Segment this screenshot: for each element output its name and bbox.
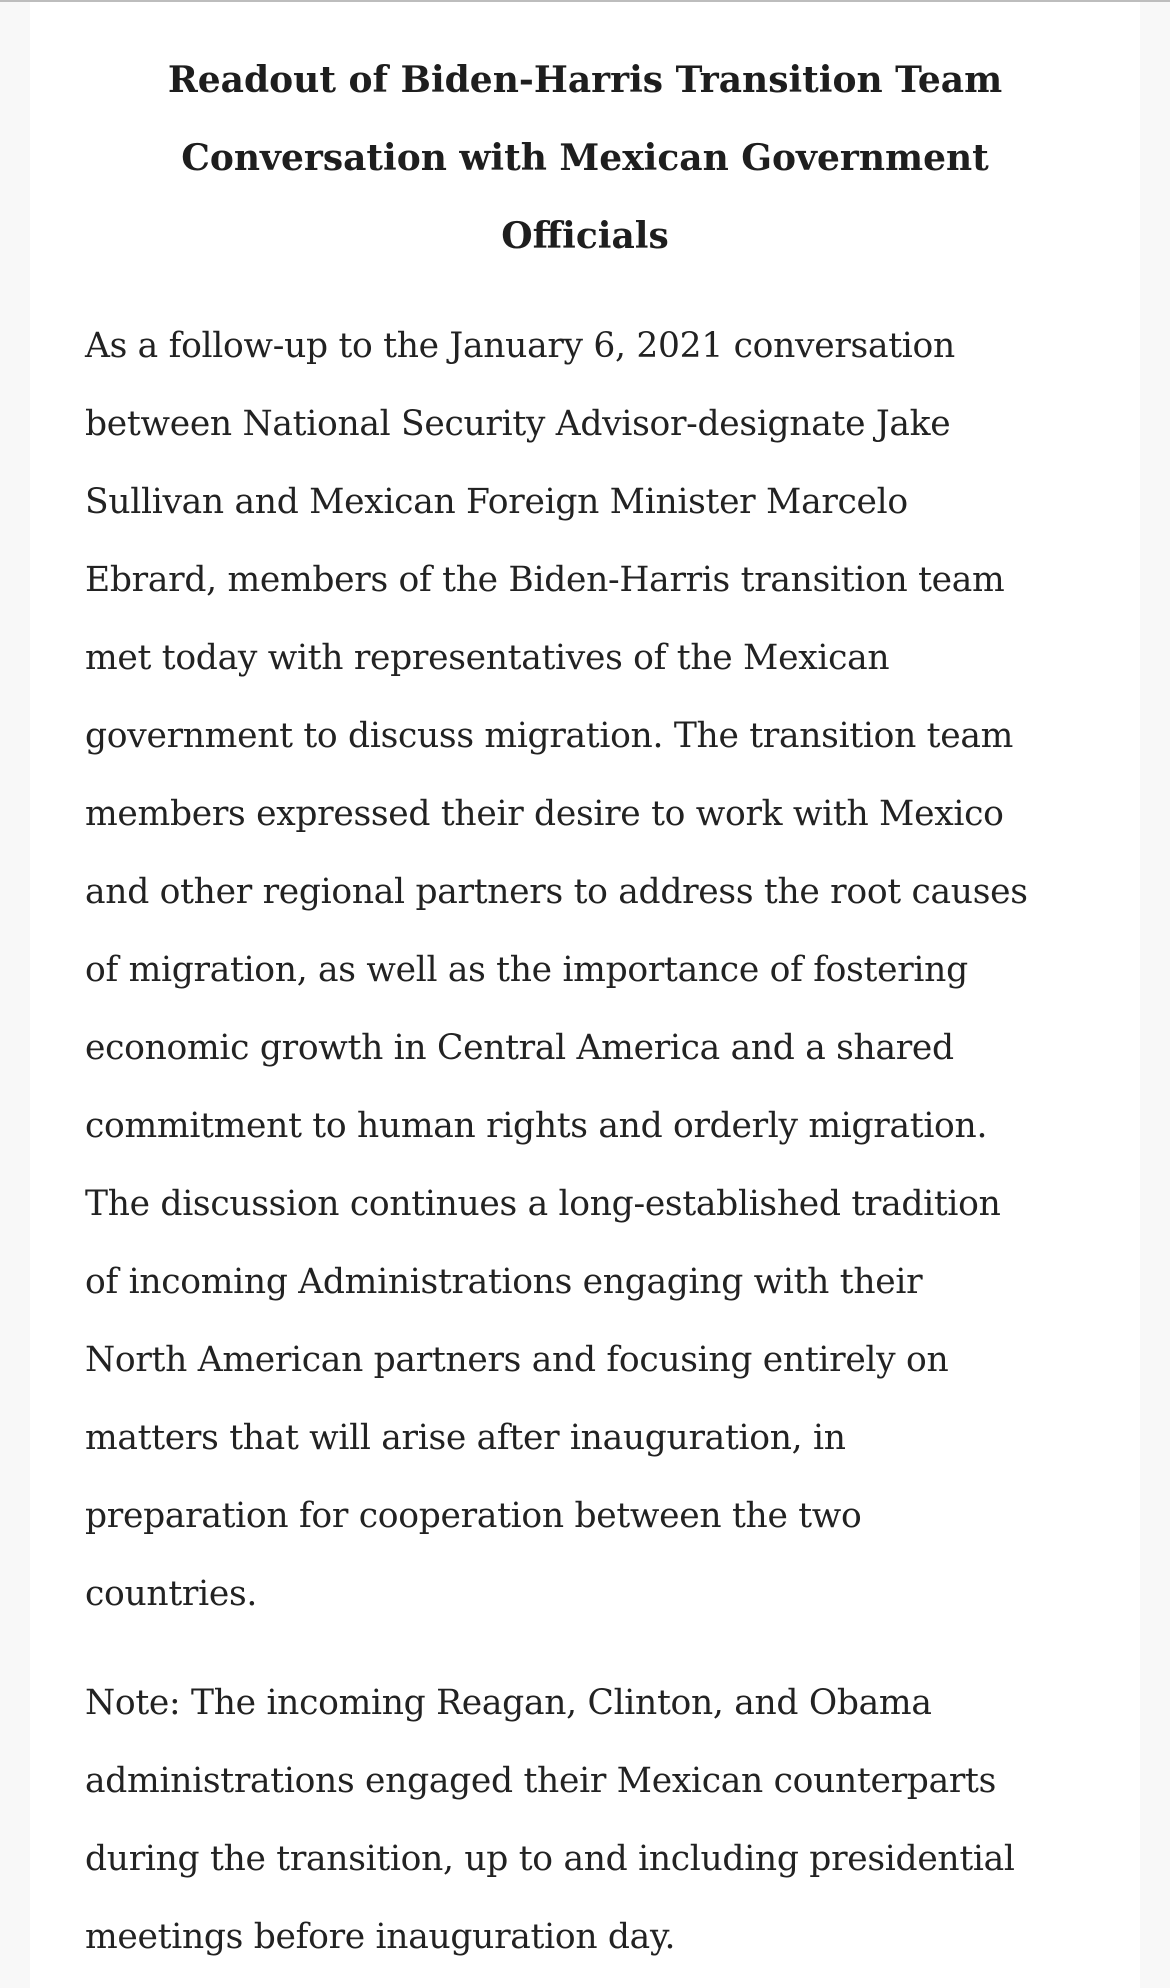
text-line: administrations engaged their Mexican counterparts <box>85 1761 997 1801</box>
text-line: during the transition, up to and including presidential <box>85 1839 1015 1879</box>
text-line: Note: The incoming Reagan, Clinton, and Obama <box>85 1683 932 1723</box>
text-line: between National Security Advisor-designate Jake <box>85 404 951 444</box>
text-line: government to discuss migration. The transition team <box>85 716 1014 756</box>
text-line: The discussion continues a long-established tradition <box>85 1184 1001 1224</box>
title-line: Officials <box>501 215 669 257</box>
text-line: matters that will arise after inauguration, in <box>85 1418 846 1458</box>
body-paragraph <box>85 307 1028 1633</box>
text-line: Ebrard, members of the Biden-Harris transition team <box>85 560 1005 600</box>
text-line: meetings before inauguration day. <box>85 1917 676 1957</box>
text-line: As a follow-up to the January 6, 2021 conversation <box>85 326 955 366</box>
note-paragraph <box>85 1664 1015 1976</box>
text-line: countries. <box>85 1574 258 1614</box>
page-title <box>30 41 1140 275</box>
text-line: and other regional partners to address the root causes <box>85 872 1028 912</box>
text-line: Sullivan and Mexican Foreign Minister Marcelo <box>85 482 908 522</box>
title-line: Conversation with Mexican Government <box>181 137 989 179</box>
text-line: North American partners and focusing entirely on <box>85 1340 949 1380</box>
text-line: economic growth in Central America and a shared <box>85 1028 954 1068</box>
document-page <box>30 2 1140 1988</box>
title-line: Readout of Biden-Harris Transition Team <box>167 59 1003 101</box>
text-line: of incoming Administrations engaging with their <box>85 1262 923 1302</box>
text-line: of migration, as well as the importance of fostering <box>85 950 968 990</box>
text-line: met today with representatives of the Mexican <box>85 638 890 678</box>
text-line: members expressed their desire to work with Mexico <box>85 794 1004 834</box>
text-line: preparation for cooperation between the two <box>85 1496 862 1536</box>
text-line: commitment to human rights and orderly migration. <box>85 1106 988 1146</box>
